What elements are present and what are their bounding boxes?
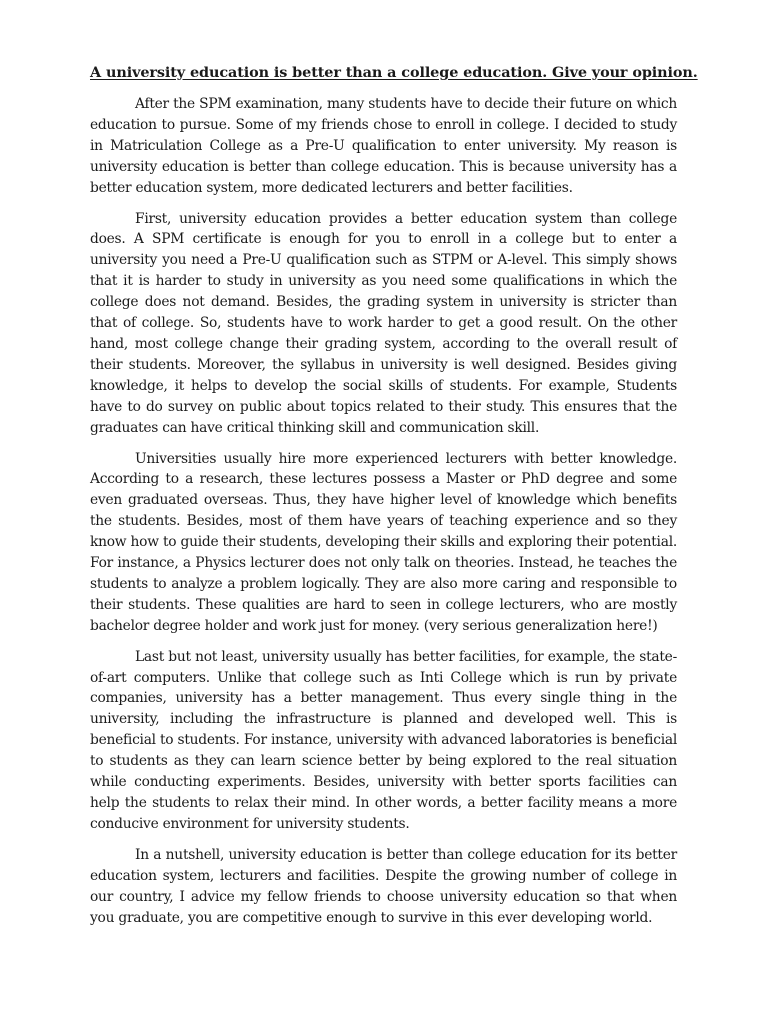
paragraph-conclusion: In a nutshell, university education is better than college education for its better education system, lecturers and facilities. Despite the growing number of college in our country, I advice my fellow friends to choose university education so that when you graduate, you are competitive enough to survive in this ever developing world.: [90, 846, 677, 926]
document-page: [90, 62, 698, 938]
essay-title: A university education is better than a college education. Give your opinion.: [90, 64, 698, 81]
paragraph-education-system: First, university education provides a better education system than college does. A SPM certificate is enough for you to enroll in a college but to enter a university you need a Pre-U qualification such as STPM or A-level. This simply shows that it is harder to study in university as you need some qualifications in which the college does not demand. Besides, the grading system in university is stricter than that of college. So, students have to work harder to get a good result. On the other hand, most college change their grading system, according to the overall result of their students. Moreover, the syllabus in university is well designed. Besides giving knowledge, it helps to develop the social skills of students. For example, Students have to do survey on public about topics related to their study. This ensures that the graduates can have critical thinking skill and communication skill.: [90, 210, 677, 436]
paragraph-facilities: Last but not least, university usually has better facilities, for example, the state-of-art computers. Unlike that college such as Inti College which is run by private companies, university has a better management. Thus every single thing in the university, including the infrastructure is planned and developed well. This is beneficial to students. For instance, university with advanced laboratories is beneficial to students as they can learn science better by being explored to the real situation while conducting experiments. Besides, university with better sports facilities can help the students to relax their mind. In other words, a better facility means a more conducive environment for university students.: [90, 648, 677, 832]
paragraph-lecturers: Universities usually hire more experienced lecturers with better knowledge. According to a research, these lectures possess a Master or PhD degree and some even graduated overseas. Thus, they have higher level of knowledge which benefits the students. Besides, most of them have years of teaching experience and so they know how to guide their students, developing their skills and exploring their potential. For instance, a Physics lecturer does not only talk on theories. Instead, he teaches the students to analyze a problem logically. They are also more caring and responsible to their students. These qualities are hard to seen in college lecturers, who are mostly bachelor degree holder and work just for money. (very serious generalization here!): [90, 450, 677, 634]
paragraph-introduction: After the SPM examination, many students have to decide their future on which education to pursue. Some of my friends chose to enroll in college. I decided to study in Matriculation College as a Pre-U qualification to enter university. My reason is university education is better than college education. This is because university has a better education system, more dedicated lecturers and better facilities.: [90, 96, 677, 196]
